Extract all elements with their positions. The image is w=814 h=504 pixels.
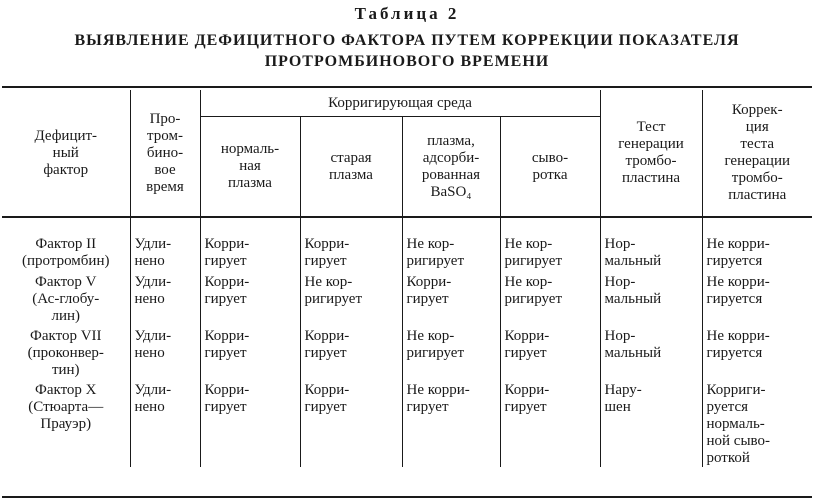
cell-time: Удли- нено (130, 274, 200, 328)
cell-adsorbed-plasma: Не кор- ригирует (402, 328, 500, 382)
header-serum: сыво- ротка (500, 117, 600, 218)
cell-serum: Корри- гирует (500, 382, 600, 467)
cell-old-plasma: Не кор- ригирует (300, 274, 402, 328)
cell-tgt-correction: Корриги- руется нормаль- ной сыво- роткой (702, 382, 812, 467)
cell-tgt: Нор- мальный (600, 274, 702, 328)
header-correcting-medium: Корригирующая среда (200, 90, 600, 117)
cell-normal-plasma: Корри- гирует (200, 328, 300, 382)
cell-factor: Фактор VII (проконвер- тин) (27, 328, 104, 378)
cell-time: Удли- нено (130, 217, 200, 274)
table-title: ВЫЯВЛЕНИЕ ДЕФИЦИТНОГО ФАКТОРА ПУТЕМ КОРРЕКЦИИ ПОКАЗАТЕЛЯ ПРОТРОМБИНОВОГО ВРЕМЕНИ (74, 32, 740, 70)
cell-serum: Корри- гирует (500, 328, 600, 382)
header-prothrombin-time: Про- тром- бино- вое время (130, 90, 200, 217)
table-row (2, 382, 812, 467)
table-row (2, 328, 812, 382)
header-deficient-factor: Дефицит- ный фактор (2, 90, 130, 217)
table-row (2, 274, 812, 328)
cell-tgt: Нару- шен (600, 382, 702, 467)
cell-time: Удли- нено (130, 328, 200, 382)
header-tgt: Тест генерации тромбо- пластина (600, 90, 702, 217)
cell-old-plasma: Корри- гирует (300, 328, 402, 382)
bottom-rule (2, 496, 812, 498)
cell-serum: Не кор- ригирует (500, 217, 600, 274)
header-old-plasma: старая плазма (300, 117, 402, 218)
header-tgt-correction: Коррек- ция теста генерации тромбо- пластина (702, 90, 812, 217)
cell-adsorbed-plasma: Корри- гирует (402, 274, 500, 328)
cell-serum: Не кор- ригирует (500, 274, 600, 328)
cell-factor: Фактор V (Ас-глобу- лин) (32, 274, 100, 324)
table-row (2, 217, 812, 274)
cell-adsorbed-plasma: Не кор- ригирует (402, 217, 500, 274)
cell-tgt: Нор- мальный (600, 328, 702, 382)
factor-table (2, 90, 812, 467)
header-normal-plasma: нормаль- ная плазма (200, 117, 300, 218)
cell-adsorbed-plasma: Не корри- гирует (402, 382, 500, 467)
top-rule (2, 86, 812, 88)
cell-factor: Фактор II (протромбин) (22, 236, 110, 269)
cell-factor: Фактор X (Стюарта— Прауэр) (28, 382, 104, 432)
cell-tgt-correction: Не корри- гируется (702, 274, 812, 328)
cell-old-plasma: Корри- гирует (300, 382, 402, 467)
cell-normal-plasma: Корри- гирует (200, 274, 300, 328)
header-adsorbed-plasma: плазма, адсорби- рованная BaSO₄ (402, 117, 500, 218)
cell-normal-plasma: Корри- гирует (200, 217, 300, 274)
cell-time: Удли- нено (130, 382, 200, 467)
cell-normal-plasma: Корри- гирует (200, 382, 300, 467)
table-caption: Таблица 2 (354, 4, 460, 23)
cell-tgt: Нор- мальный (600, 217, 702, 274)
cell-tgt-correction: Не корри- гируется (702, 328, 812, 382)
cell-old-plasma: Корри- гирует (300, 217, 402, 274)
cell-tgt-correction: Не корри- гируется (702, 217, 812, 274)
